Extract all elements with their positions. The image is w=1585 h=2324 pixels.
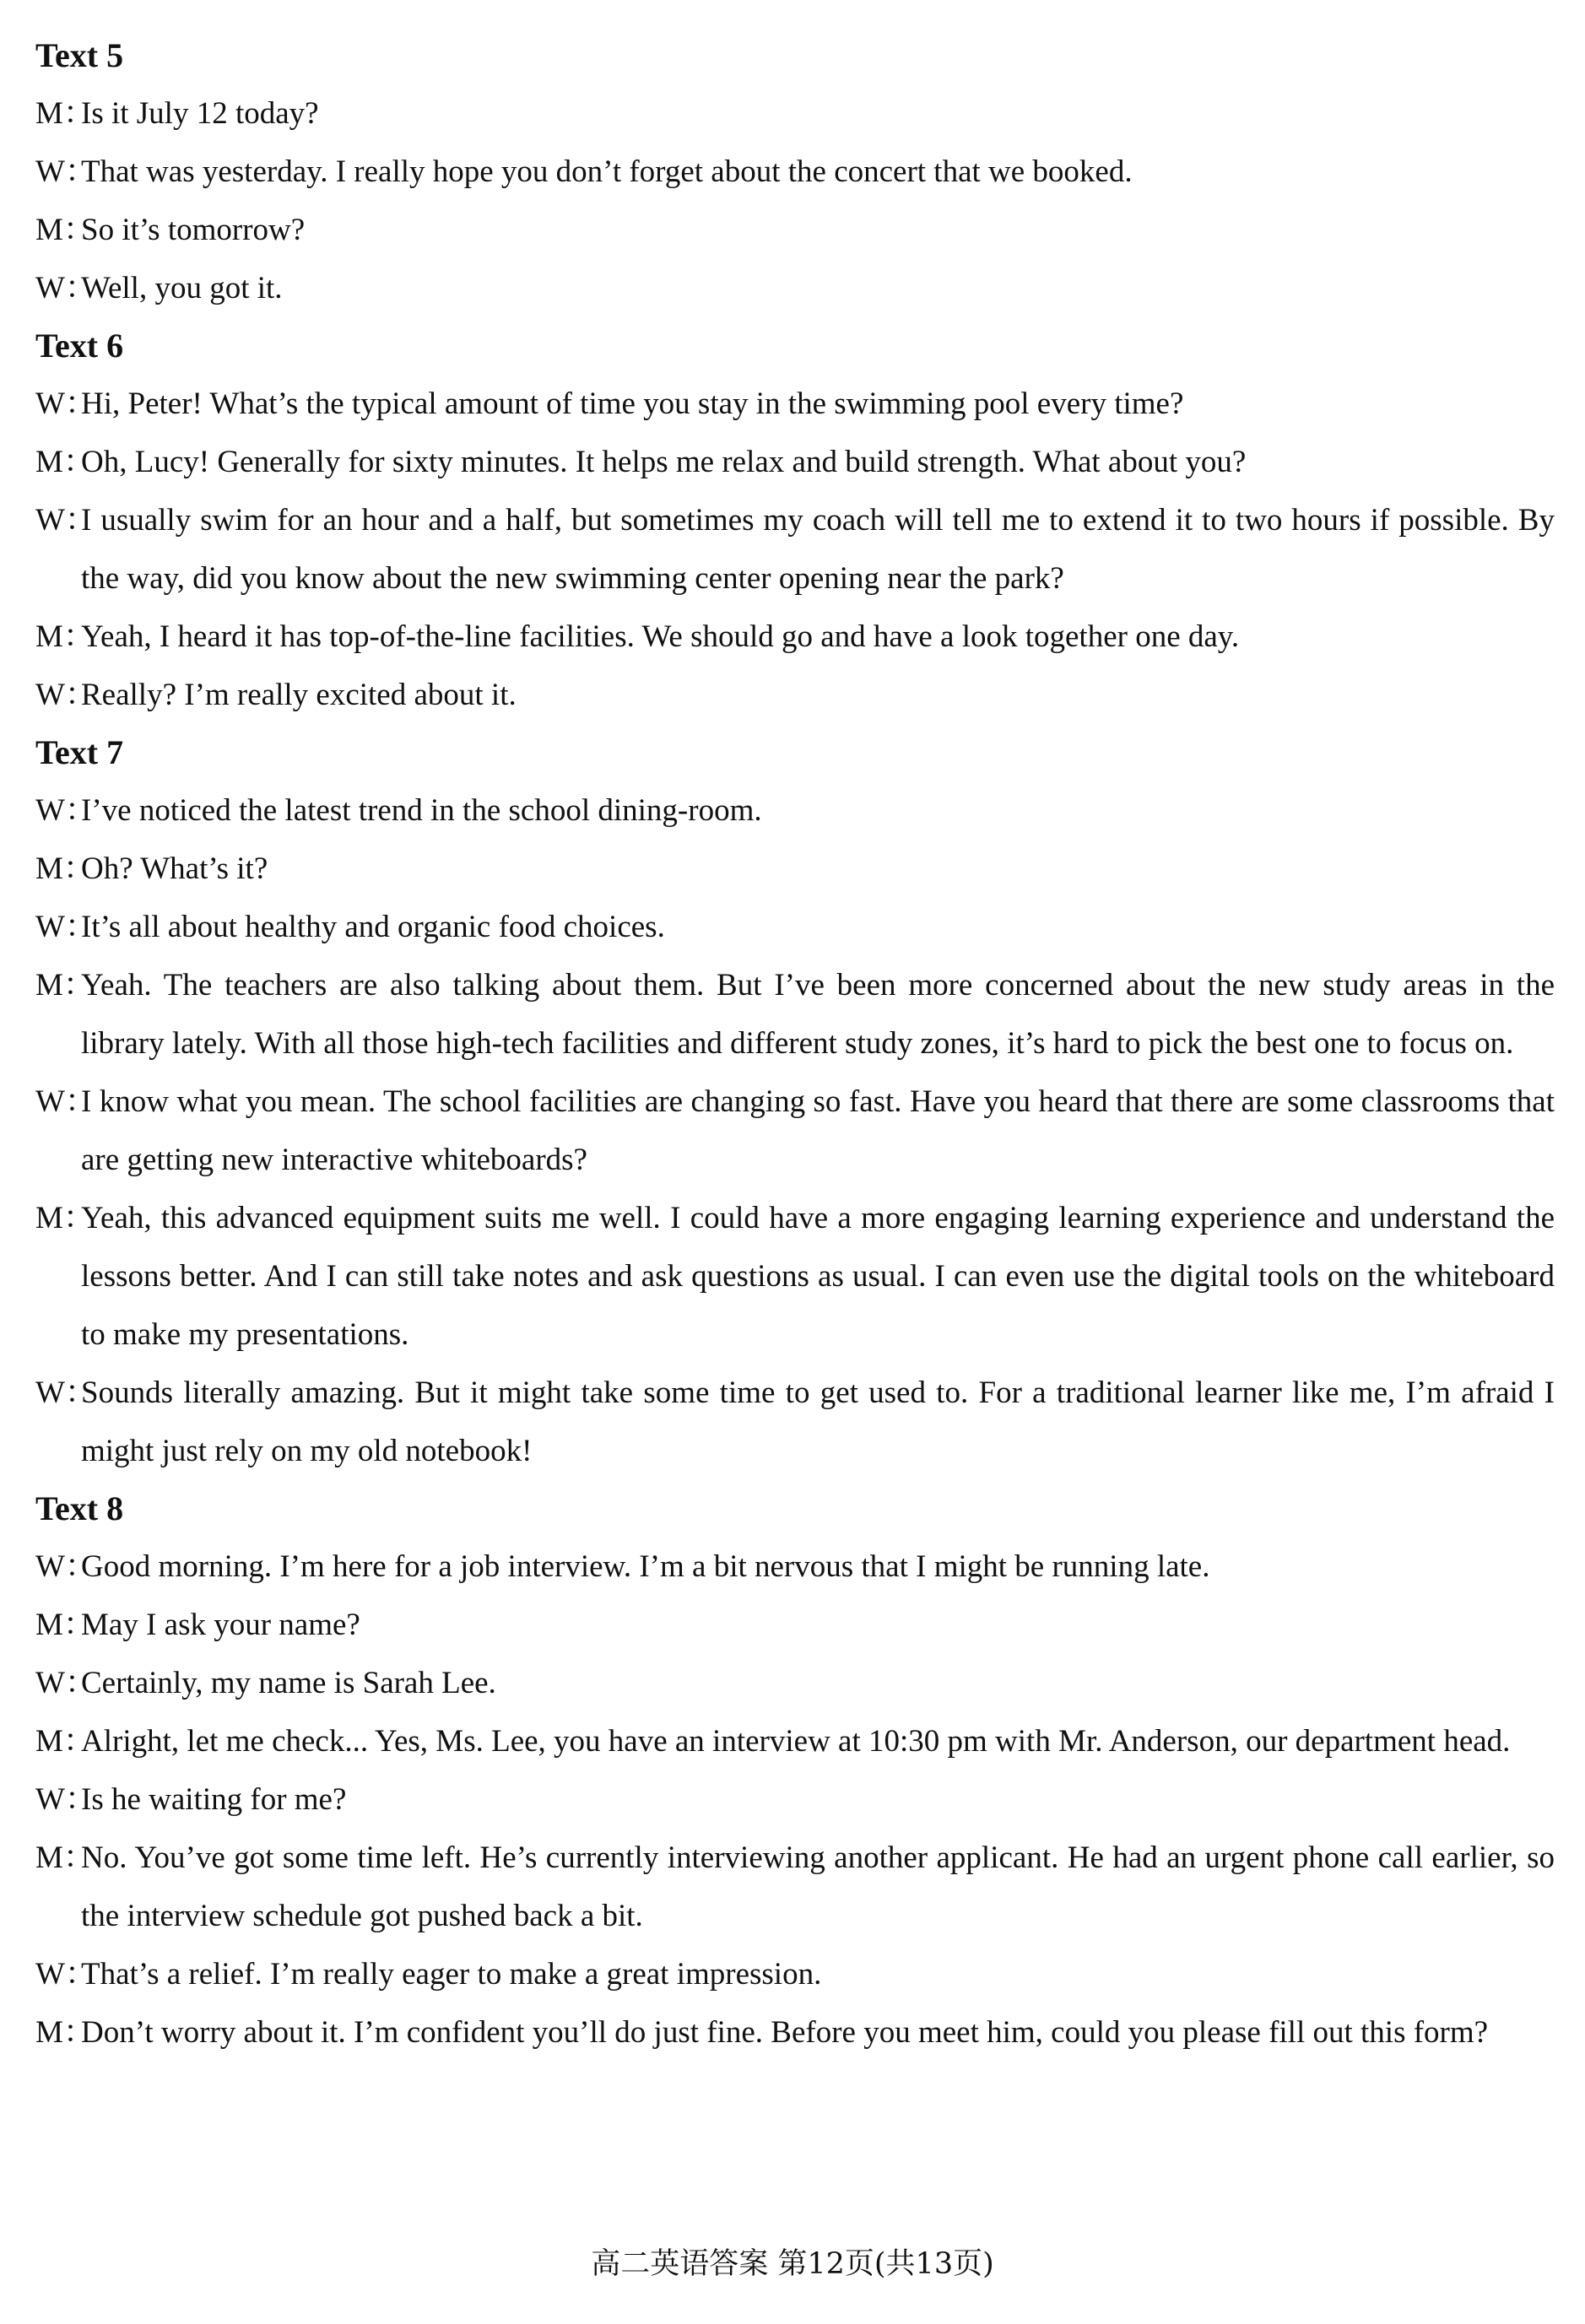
speaker-label: M： xyxy=(35,2015,95,2050)
speaker-label: W： xyxy=(35,1666,96,1700)
speaker-label: M： xyxy=(35,1201,95,1235)
speaker-label: W： xyxy=(35,386,96,421)
dialogue-text: I usually swim for an hour and a half, but sometimes my coach will tell me to extend it to two hours if possible. By the way, did you know about the new swimming center opening near the park? xyxy=(81,503,1555,596)
dialogue-text: I know what you mean. The school facilities are changing so fast. Have you heard that there are some classrooms that are getting new interactive whiteboards? xyxy=(81,1084,1555,1177)
section-heading: Text 7 xyxy=(35,733,124,771)
section-heading: Text 8 xyxy=(35,1489,124,1527)
speaker-label: W： xyxy=(35,793,96,828)
text-section xyxy=(35,1480,1555,2062)
dialogue-line xyxy=(35,1945,1555,2003)
dialogue-line xyxy=(35,1073,1555,1189)
dialogue-line xyxy=(35,1654,1555,1712)
text-section xyxy=(35,317,1555,724)
dialogue-line xyxy=(35,666,1555,724)
dialogue-line xyxy=(35,375,1555,433)
dialogue-line xyxy=(35,1596,1555,1654)
speaker-label: M： xyxy=(35,851,95,886)
speaker-label: M： xyxy=(35,619,95,654)
section-heading: Text 5 xyxy=(35,36,124,74)
dialogue-text: That was yesterday. I really hope you don’t forget about the concert that we booked. xyxy=(81,154,1133,189)
text-section xyxy=(35,27,1555,317)
speaker-label: W： xyxy=(35,1549,96,1584)
speaker-label: W： xyxy=(35,271,96,305)
dialogue-text: So it’s tomorrow? xyxy=(81,213,306,247)
dialogue-text: Sounds literally amazing. But it might take some time to get used to. For a traditional learner like me, I’m afraid I might just rely on my old notebook! xyxy=(81,1375,1555,1468)
dialogue-line xyxy=(35,1712,1555,1770)
dialogue-line xyxy=(35,1364,1555,1480)
dialogue-line xyxy=(35,491,1555,608)
speaker-label: W： xyxy=(35,1084,96,1119)
dialogue-line xyxy=(35,840,1555,898)
speaker-label: M： xyxy=(35,968,95,1003)
dialogue-line xyxy=(35,1829,1555,1945)
dialogue-text: Oh, Lucy! Generally for sixty minutes. It helps me relax and build strength. What about you? xyxy=(81,445,1247,479)
text-section xyxy=(35,724,1555,1480)
dialogue-text: Don’t worry about it. I’m confident you’ll do just fine. Before you meet him, could you please fill out this form? xyxy=(81,2015,1489,2050)
speaker-label: M： xyxy=(35,445,95,479)
speaker-label: W： xyxy=(35,1782,96,1817)
dialogue-line xyxy=(35,781,1555,840)
speaker-label: M： xyxy=(35,213,95,247)
speaker-label: M： xyxy=(35,1840,95,1875)
dialogue-text: Well, you got it. xyxy=(81,271,283,305)
speaker-label: W： xyxy=(35,910,96,944)
dialogue-text: That’s a relief. I’m really eager to make a great impression. xyxy=(81,1957,822,1992)
speaker-label: W： xyxy=(35,503,96,538)
dialogue-line xyxy=(35,201,1555,259)
dialogue-text: I’ve noticed the latest trend in the school dining-room. xyxy=(81,793,762,828)
dialogue-text: Alright, let me check... Yes, Ms. Lee, you have an interview at 10:30 pm with Mr. Anderson, our department head. xyxy=(81,1724,1511,1759)
dialogue-text: Certainly, my name is Sarah Lee. xyxy=(81,1666,496,1700)
dialogue-line xyxy=(35,1189,1555,1364)
dialogue-line xyxy=(35,143,1555,201)
speaker-label: W： xyxy=(35,678,96,712)
dialogue-text: Good morning. I’m here for a job interview. I’m a bit nervous that I might be running late. xyxy=(81,1549,1210,1584)
speaker-label: W： xyxy=(35,1957,96,1992)
transcript-body xyxy=(35,27,1555,2062)
dialogue-line xyxy=(35,608,1555,666)
page-footer: 高二英语答案 第12页(共13页) xyxy=(591,2247,994,2281)
dialogue-text: Oh? What’s it? xyxy=(81,851,268,886)
dialogue-text: Is it July 12 today? xyxy=(81,96,319,131)
dialogue-line xyxy=(35,1770,1555,1829)
dialogue-line xyxy=(35,898,1555,956)
dialogue-text: Really? I’m really excited about it. xyxy=(81,678,517,712)
dialogue-text: Is he waiting for me? xyxy=(81,1782,347,1817)
dialogue-text: It’s all about healthy and organic food choices. xyxy=(81,910,665,944)
speaker-label: M： xyxy=(35,96,95,131)
dialogue-text: Yeah. The teachers are also talking about them. But I’ve been more concerned about the new study areas in the library lately. With all those high-tech facilities and different study zones, it’s hard to pick the best one to focus on. xyxy=(81,968,1555,1061)
dialogue-line xyxy=(35,84,1555,143)
speaker-label: W： xyxy=(35,1375,96,1410)
dialogue-line xyxy=(35,956,1555,1073)
dialogue-text: May I ask your name? xyxy=(81,1608,360,1642)
section-heading: Text 6 xyxy=(35,327,124,365)
speaker-label: M： xyxy=(35,1724,95,1759)
dialogue-text: Yeah, this advanced equipment suits me well. I could have a more engaging learning experience and understand the lessons better. And I can still take notes and ask questions as usual. I can even use the digital tools on the whiteboard to make my presentations. xyxy=(81,1201,1555,1352)
dialogue-line xyxy=(35,259,1555,317)
dialogue-line xyxy=(35,2003,1555,2062)
dialogue-text: Hi, Peter! What’s the typical amount of time you stay in the swimming pool every time? xyxy=(81,386,1184,421)
speaker-label: M： xyxy=(35,1608,95,1642)
dialogue-text: No. You’ve got some time left. He’s currently interviewing another applicant. He had an urgent phone call earlier, so the interview schedule got pushed back a bit. xyxy=(81,1840,1555,1933)
dialogue-line xyxy=(35,1538,1555,1596)
dialogue-text: Yeah, I heard it has top-of-the-line facilities. We should go and have a look together one day. xyxy=(81,619,1240,654)
speaker-label: W： xyxy=(35,154,96,189)
dialogue-line xyxy=(35,433,1555,491)
